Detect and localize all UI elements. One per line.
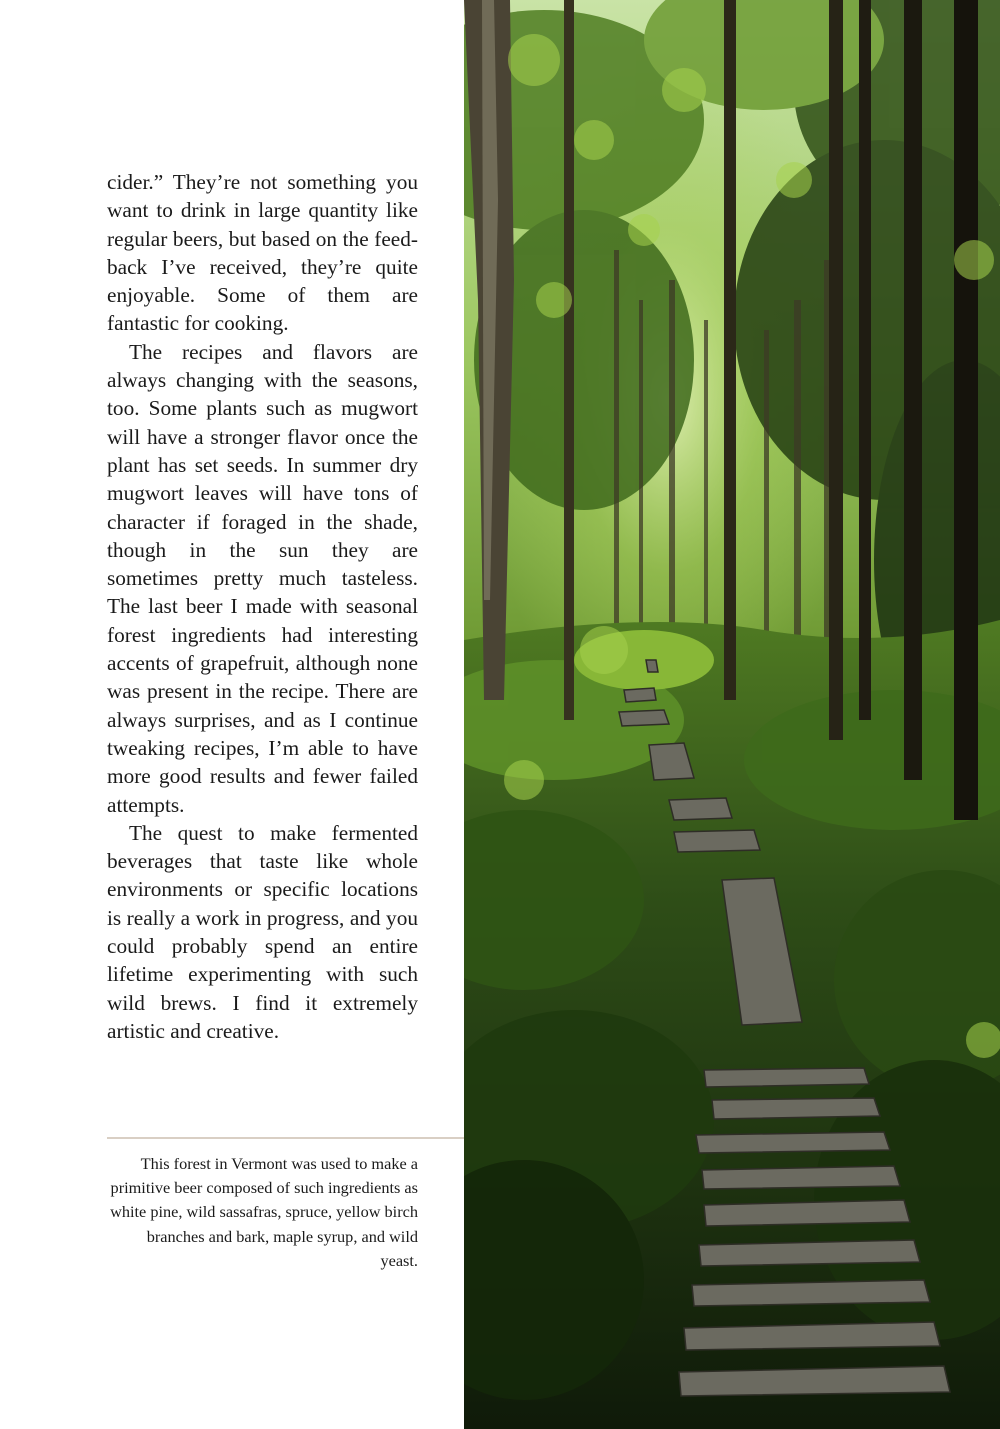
body-paragraph-2: The recipes and flavors are always changing with the seasons, too. Some plants such as mugwort will have a stronger flavor once the plant has set seeds. In summer dry mugwort leaves will have tons of character if foraged in the shade, though in the sun they are sometimes pretty much tasteless. The last beer I made with seasonal forest ingredients had interesting accents of grapefruit, although none was present in the recipe. There are always surprises, and as I continue tweaking recipes, I’m able to have more good results and fewer failed attempts. bbox=[107, 339, 418, 817]
photo-caption: This forest in Vermont was used to make a primitive beer composed of such ingredients as white pine, wild sassafras, spruce, yellow birch branches and bark, maple syrup, and wild yeast. bbox=[110, 1154, 418, 1270]
forest-illustration bbox=[464, 0, 1000, 1429]
forest-boardwalk-photo bbox=[464, 0, 1000, 1429]
body-paragraph-1: cider.” They’re not something you want to drink in large quantity like regular beers, but based on the feedback I’ve received, they’re quite enjoyable. Some of them are fantastic for cooking. bbox=[107, 170, 418, 336]
body-paragraph-3: The quest to make fermented beverages that taste like whole environments or specific locations is really a work in progress, and you could probably spend an entire lifetime experimenting with such wild brews. I find it extremely artistic and creative. bbox=[107, 820, 418, 1043]
caption-divider bbox=[107, 1137, 464, 1139]
body-text-column bbox=[107, 168, 418, 1045]
